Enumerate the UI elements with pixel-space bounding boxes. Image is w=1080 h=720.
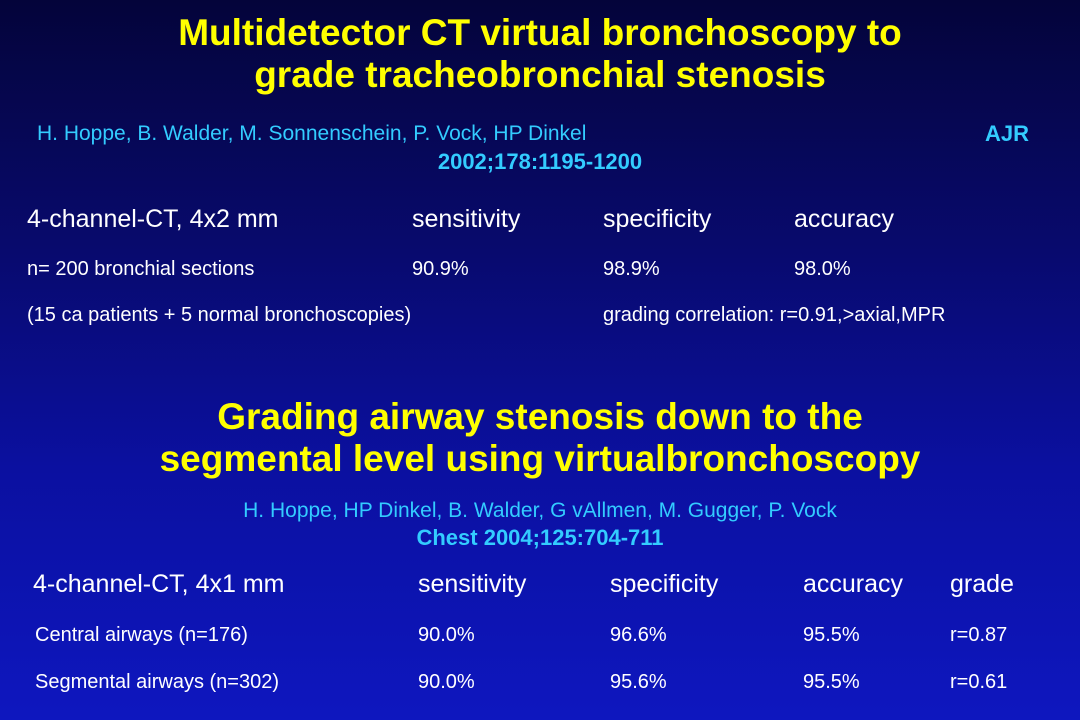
study1-header-sensitivity: sensitivity <box>412 205 521 233</box>
study1-row1-label: n= 200 bronchial sections <box>27 258 255 280</box>
study2-header-sensitivity: sensitivity <box>418 570 527 598</box>
study2-central-sensitivity: 90.0% <box>418 624 475 646</box>
study2-title-line2: segmental level using virtualbronchoscopy <box>159 438 921 479</box>
study2-central-specificity: 96.6% <box>610 624 667 646</box>
study1-header-ct: 4-channel-CT, 4x2 mm <box>27 205 279 233</box>
study2-journal-ref: Chest 2004;125:704-711 <box>416 525 664 550</box>
study2-title-line1: Grading airway stenosis down to the <box>217 396 863 437</box>
study1-header-specificity: specificity <box>603 205 712 233</box>
study2-central-grade: r=0.87 <box>950 624 1008 646</box>
study2-segmental-accuracy: 95.5% <box>803 671 860 693</box>
study1-title-line1: Multidetector CT virtual bronchoscopy to <box>178 12 902 53</box>
study1-journal-name: AJR <box>985 121 1030 146</box>
study2-segmental-label: Segmental airways (n=302) <box>35 671 280 693</box>
study2-central-accuracy: 95.5% <box>803 624 860 646</box>
study1-title-line2: grade tracheobronchial stenosis <box>254 54 826 95</box>
study1-row1-specificity: 98.9% <box>603 258 660 280</box>
study2-segmental-grade: r=0.61 <box>950 671 1008 693</box>
study2-header-grade: grade <box>950 570 1014 598</box>
study1-header-accuracy: accuracy <box>794 205 895 233</box>
study2-header-specificity: specificity <box>610 570 719 598</box>
study2-header-ct: 4-channel-CT, 4x1 mm <box>33 570 285 598</box>
study2-segmental-sensitivity: 90.0% <box>418 671 475 693</box>
study1-row2-patients: (15 ca patients + 5 normal bronchoscopies) <box>27 304 412 326</box>
study1-row1-sensitivity: 90.9% <box>412 258 469 280</box>
study2-header-accuracy: accuracy <box>803 570 904 598</box>
study2-authors: H. Hoppe, HP Dinkel, B. Walder, G vAllmen, M. Gugger, P. Vock <box>243 499 837 522</box>
study1-authors: H. Hoppe, B. Walder, M. Sonnenschein, P. Vock, HP Dinkel <box>37 122 587 145</box>
study1-row2-grading-correlation: grading correlation: r=0.91,>axial,MPR <box>603 304 946 326</box>
study2-central-label: Central airways (n=176) <box>35 624 248 646</box>
study2-segmental-specificity: 95.6% <box>610 671 667 693</box>
study1-journal-ref: 2002;178:1195-1200 <box>437 149 643 174</box>
study1-row1-accuracy: 98.0% <box>794 258 851 280</box>
